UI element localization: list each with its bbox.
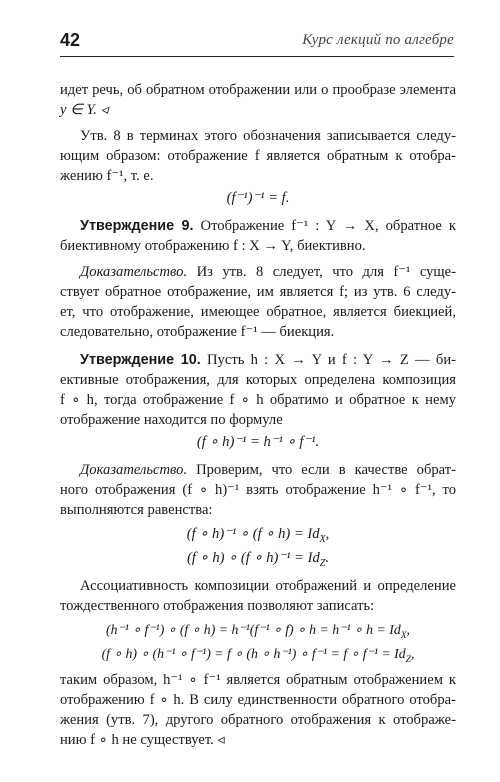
formula	[60, 644, 456, 670]
punct: ,	[325, 526, 330, 542]
formula: (f ∘ h)⁻¹ = h⁻¹ ∘ f⁻¹.	[196, 434, 320, 450]
formula-body: (f ∘ h) ∘ (h⁻¹ ∘ f⁻¹) = f ∘ (h ∘ h⁻¹) ∘ f⁻¹ = f ∘ f⁻¹ = Id	[101, 646, 406, 661]
subscript: Z	[319, 557, 326, 569]
text-line: отображение находится по формуле	[60, 412, 283, 428]
text-line: Утв. 8 в терминах этого обозначения записывается следу-	[80, 128, 456, 144]
text-line: следовательно, отображение f⁻¹ — биекция.	[60, 324, 335, 340]
subscript: Z	[405, 654, 411, 665]
punct: ,	[410, 646, 415, 661]
text-line: ствует обратное отображение, им является f; из утв. 6 следу-	[60, 284, 456, 300]
proof-text: Из утв. 8 следует, что для f⁻¹ суще-	[187, 264, 456, 280]
text-line: отображению f ∘ h. В силу единственности обратного отобра-	[60, 692, 456, 708]
formula	[60, 548, 456, 574]
text-line: жения (утв. 7), другого обратного отображения к отображе-	[60, 712, 456, 728]
text-line: нию f ∘ h не существует. ◃	[60, 732, 225, 748]
running-title: Курс лекций по алгебре	[302, 32, 454, 48]
text-line: идет речь, об обратном отображении или о прообразе элемента	[60, 82, 456, 98]
page-header	[60, 30, 454, 57]
formula	[60, 620, 456, 646]
statement-10-text: Пусть h : X → Y и f : Y → Z — би-	[200, 352, 456, 368]
text-line: Ассоциативность композиции отображений и определение	[80, 578, 456, 594]
page-number: 42	[60, 30, 81, 50]
formula: (f⁻¹)⁻¹ = f.	[226, 190, 290, 206]
proof-heading: Доказательство.	[80, 462, 188, 478]
proof-text: Проверим, что если в качестве обрат-	[187, 462, 456, 478]
formula-body: (f ∘ h) ∘ (f ∘ h)⁻¹ = Id	[186, 550, 320, 566]
formula-body: (f ∘ h)⁻¹ ∘ (f ∘ h) = Id	[186, 526, 320, 542]
statement-10-heading: Утверждение 10.	[80, 352, 201, 368]
text-line: ного отображения (f ∘ h)⁻¹ взять отображение h⁻¹ ∘ f⁻¹, то	[60, 482, 456, 498]
statement-10-line	[80, 350, 456, 370]
proof-line	[80, 262, 456, 282]
text-line: биективному отображению f : X → Y, биективно.	[60, 238, 366, 254]
formula	[60, 524, 456, 550]
statement-9-heading: Утверждение 9.	[80, 218, 194, 234]
text-line: f ∘ h, тогда отображение f ∘ h обратимо и обратное к нему	[60, 392, 456, 408]
text-line: тождественного отображения позволяют записать:	[60, 598, 375, 614]
statement-9-text: Отображение f⁻¹ : Y → X, обратное к	[193, 218, 456, 234]
punct: ,	[406, 622, 410, 637]
text-line: ективные отображения, для которых определена композиция	[60, 372, 456, 388]
text-line: жению f⁻¹, т. е.	[60, 168, 154, 184]
text-line: ющим образом: отображение f является обратным к отобра-	[60, 148, 456, 164]
subscript: X	[400, 630, 407, 641]
text-line: таким образом, h⁻¹ ∘ f⁻¹ является обратным отображением к	[60, 672, 456, 688]
punct: .	[325, 550, 330, 566]
formula-body: (h⁻¹ ∘ f⁻¹) ∘ (f ∘ h) = h⁻¹(f⁻¹ ∘ f) ∘ h = h⁻¹ ∘ h = Id	[106, 622, 401, 637]
subscript: X	[319, 533, 326, 545]
text-line: выполняются равенства:	[60, 502, 213, 518]
statement-9-line	[80, 216, 456, 236]
text-line	[60, 100, 456, 120]
text-line: ет, что отображение, имеющее обратное, является биекцией,	[60, 304, 456, 320]
proof-line	[80, 460, 456, 480]
proof-heading: Доказательство.	[80, 264, 188, 280]
math-inline: y ∈ Y. ◃	[60, 102, 108, 118]
